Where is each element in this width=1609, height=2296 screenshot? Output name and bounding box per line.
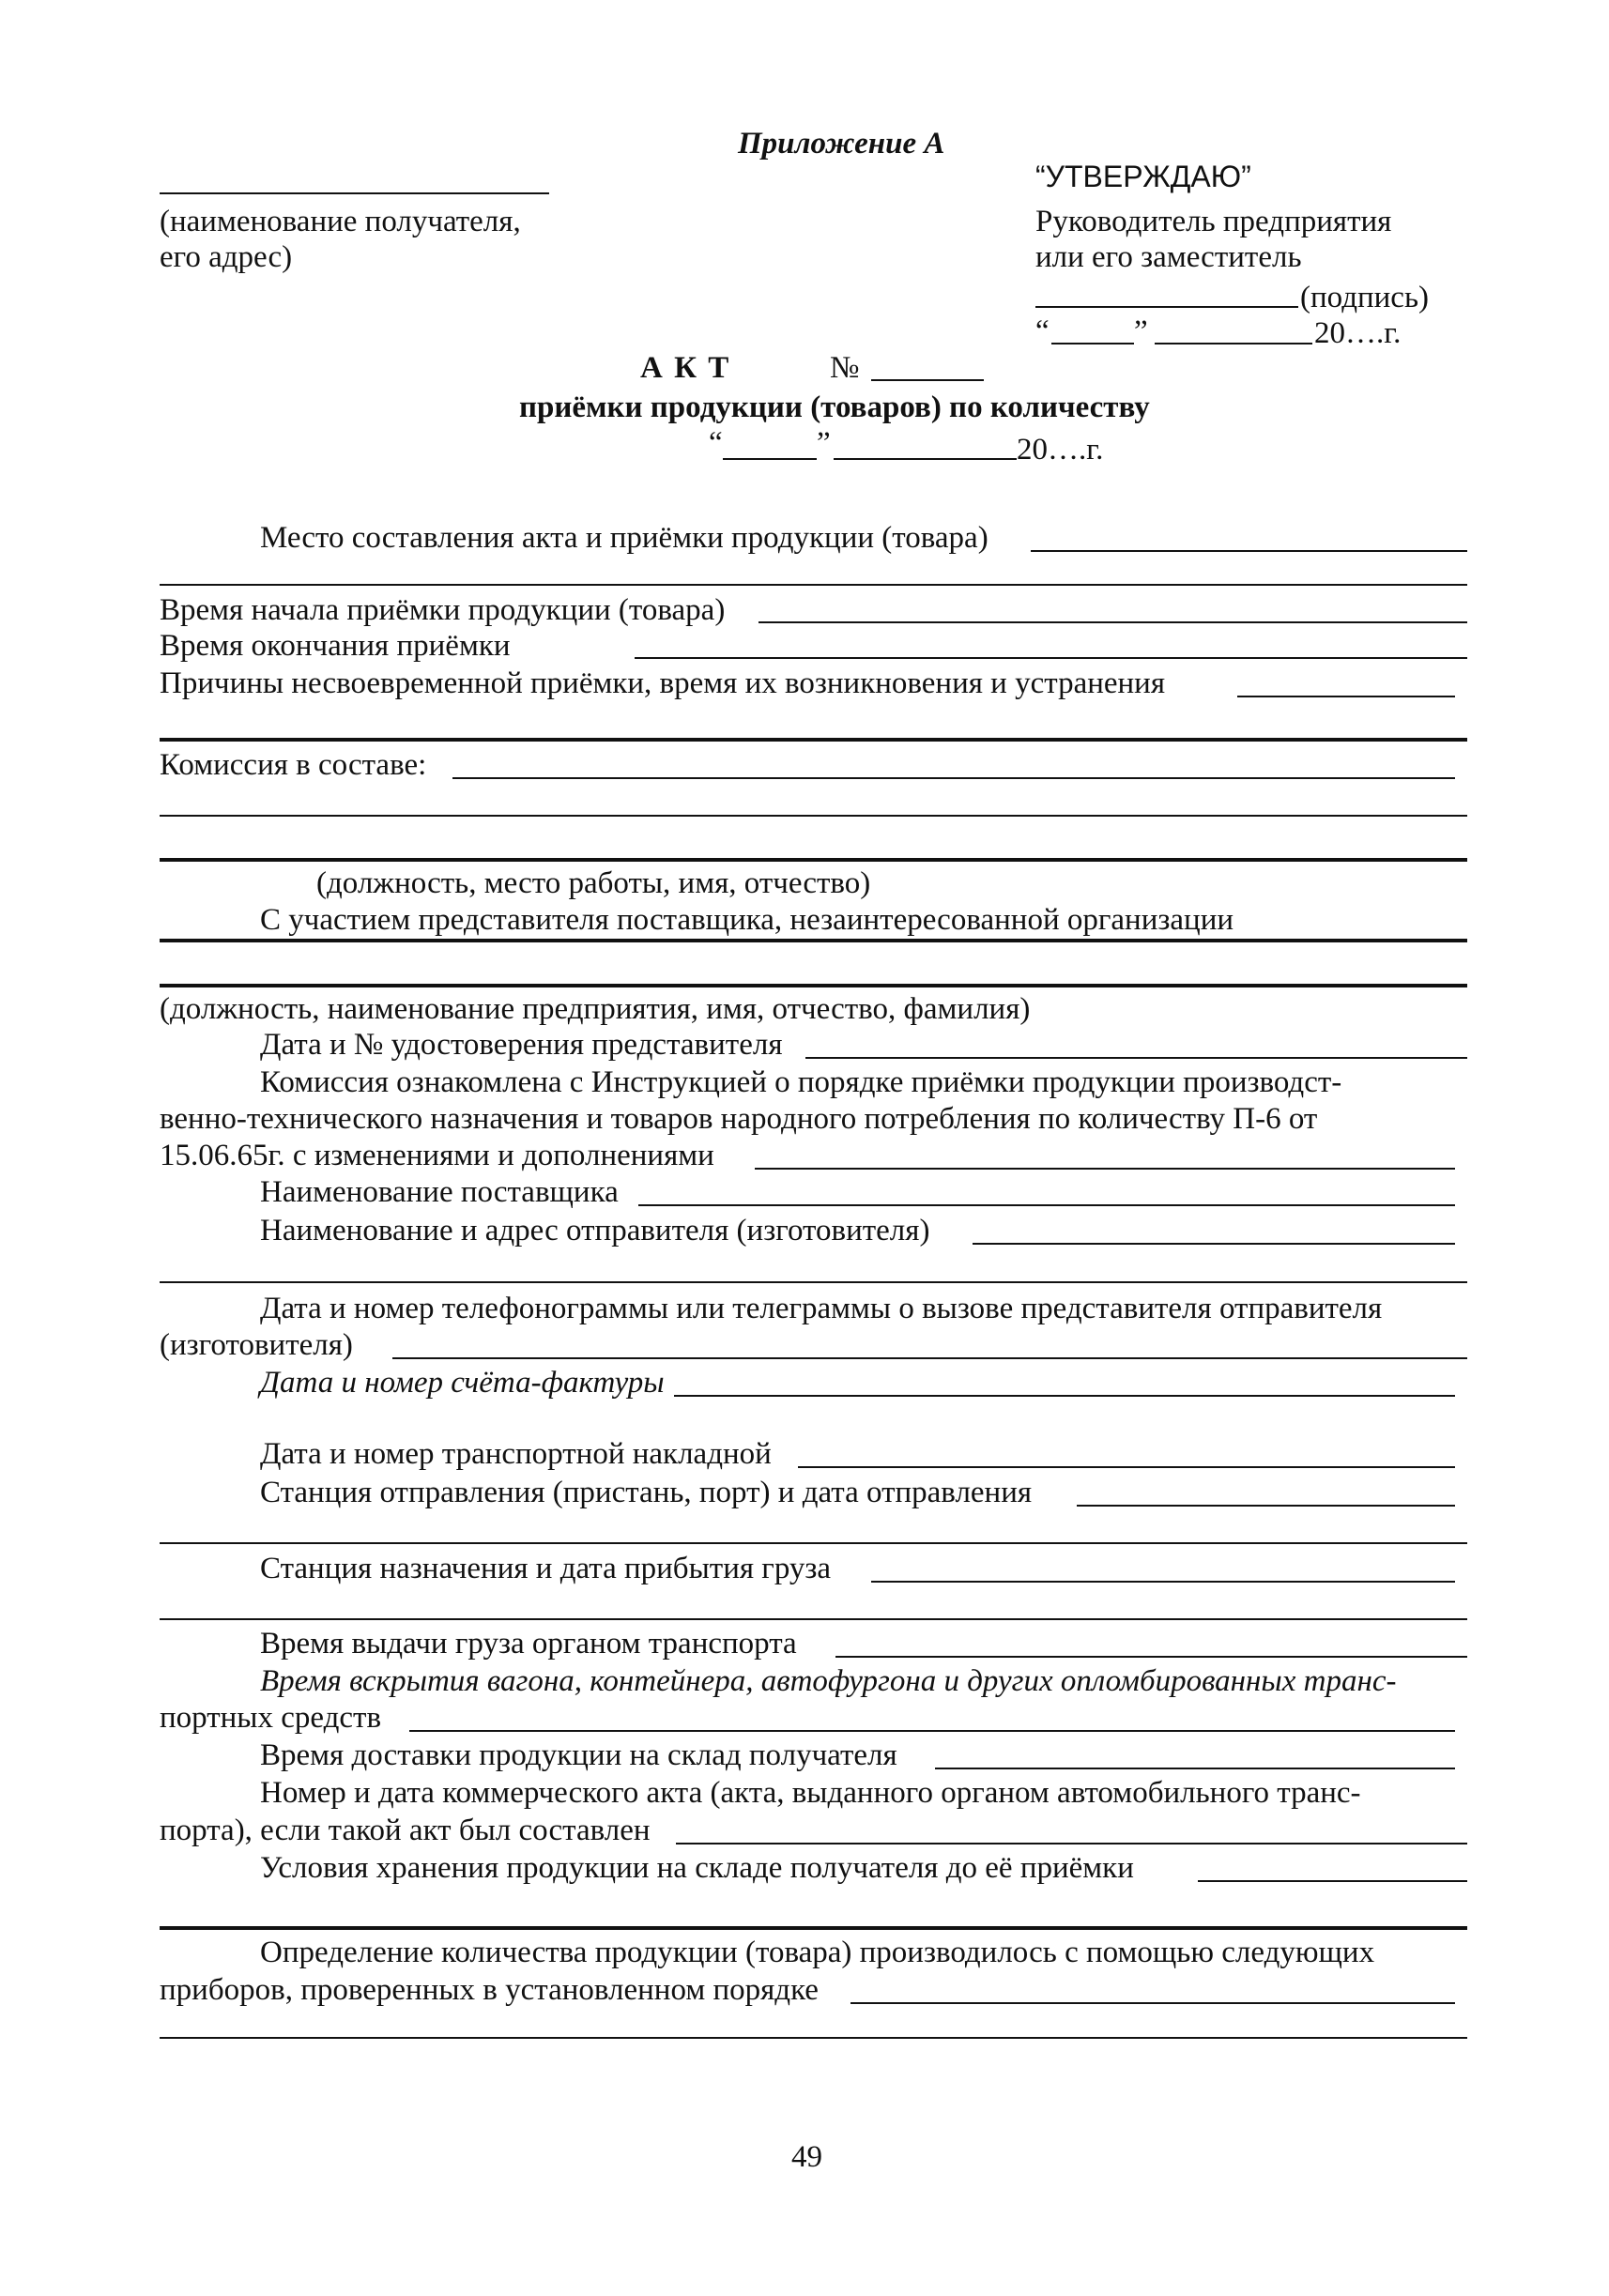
approval-date-year: 20….г. <box>1314 316 1402 350</box>
destination-station-label: Станция назначения и дата прибытия груза <box>260 1552 832 1585</box>
page-number: 49 <box>791 2140 822 2174</box>
destination-extra-line[interactable] <box>160 1618 1467 1620</box>
commission-extra-line-1[interactable] <box>160 815 1467 817</box>
recipient-caption-1: (наименование получателя, <box>160 205 521 238</box>
approval-date-open-quote: “ <box>1035 314 1050 348</box>
departure-station-fill-line[interactable] <box>1077 1505 1455 1507</box>
measurement-line-2: приборов, проверенных в установленном порядке <box>160 1973 819 2007</box>
commercial-act-line-1: Номер и дата коммерческого акта (акта, выданного органом автомобильного транс- <box>260 1776 1361 1810</box>
approval-heading: “УТВЕРЖДАЮ” <box>1035 160 1251 193</box>
approval-date-close-quote: ” <box>1134 314 1148 348</box>
commission-label: Комиссия в составе: <box>160 748 427 782</box>
departure-station-label: Станция отправления (пристань, порт) и дата отправления <box>260 1476 1033 1509</box>
section-separator-2 <box>160 1926 1467 1930</box>
supplier-name-label: Наименование поставщика <box>260 1175 619 1209</box>
instruction-fill-line[interactable] <box>755 1168 1455 1170</box>
delay-reasons-label: Причины несвоевременной приёмки, время их возникновения и устранения <box>160 666 1166 700</box>
commission-caption: (должность, место работы, имя, отчество) <box>316 866 871 900</box>
instruction-line-1: Комиссия ознакомлена с Инструкцией о порядке приёмки продукции производст- <box>260 1065 1342 1099</box>
opening-time-line-1: Время вскрытия вагона, контейнера, автофургона и других опломбированных транс- <box>260 1664 1397 1698</box>
sender-name-label: Наименование и адрес отправителя (изготовителя) <box>260 1214 930 1247</box>
measurement-fill-line[interactable] <box>850 2002 1455 2004</box>
rep-caption: (должность, наименование предприятия, имя, отчество, фамилия) <box>160 992 1031 1026</box>
rep-certificate-fill-line[interactable] <box>805 1057 1467 1059</box>
place-fill-line[interactable] <box>1031 550 1467 552</box>
act-date-open-quote: “ <box>709 426 723 460</box>
delivery-time-label: Время доставки продукции на склад получателя <box>260 1738 897 1772</box>
invoice-fill-line[interactable] <box>674 1395 1455 1397</box>
invoice-label: Дата и номер счёта-фактуры <box>260 1366 665 1400</box>
opening-time-fill-line[interactable] <box>409 1730 1455 1732</box>
departure-extra-line[interactable] <box>160 1542 1467 1544</box>
measurement-extra-line[interactable] <box>160 2037 1467 2039</box>
act-title: А К Т <box>640 351 731 385</box>
act-subtitle: приёмки продукции (товаров) по количеству <box>519 390 1150 424</box>
section-separator <box>160 738 1467 742</box>
supplier-rep-extra-line[interactable] <box>160 984 1467 987</box>
act-number-line[interactable] <box>871 379 984 381</box>
commercial-act-line-2: порта), если такой акт был составлен <box>160 1814 651 1847</box>
commission-fill-line[interactable] <box>452 777 1455 779</box>
phonogram-line-2: (изготовителя) <box>160 1328 353 1362</box>
supplier-name-fill-line[interactable] <box>638 1204 1455 1206</box>
approval-line-2: или его заместитель <box>1035 240 1302 274</box>
phonogram-fill-line[interactable] <box>392 1357 1467 1359</box>
approval-day-line[interactable] <box>1051 343 1134 344</box>
storage-conditions-label: Условия хранения продукции на складе получателя до её приёмки <box>260 1851 1134 1885</box>
commercial-act-fill-line[interactable] <box>676 1843 1467 1844</box>
storage-conditions-fill-line[interactable] <box>1198 1880 1467 1882</box>
instruction-line-2: венно-технического назначения и товаров народного потребления по количеству П-6 от <box>160 1102 1318 1136</box>
end-time-label: Время окончания приёмки <box>160 629 511 663</box>
commission-extra-line-2[interactable] <box>160 858 1467 862</box>
act-date-year: 20….г. <box>1017 433 1104 467</box>
recipient-caption-2: его адрес) <box>160 240 293 274</box>
opening-time-line-2: портных средств <box>160 1701 382 1735</box>
delivery-time-fill-line[interactable] <box>935 1768 1455 1769</box>
signature-fill-line[interactable] <box>1035 306 1298 308</box>
place-extra-line[interactable] <box>160 584 1467 586</box>
act-number-sign: № <box>830 351 860 385</box>
approval-line-1: Руководитель предприятия <box>1035 205 1392 238</box>
delay-reasons-fill-line[interactable] <box>1237 696 1455 697</box>
place-label: Место составления акта и приёмки продукции (товара) <box>260 521 988 555</box>
waybill-label: Дата и номер транспортной накладной <box>260 1437 772 1471</box>
appendix-label: Приложение А <box>738 127 945 161</box>
instruction-line-3: 15.06.65г. с изменениями и дополнениями <box>160 1139 714 1172</box>
sender-name-fill-line[interactable] <box>973 1243 1455 1245</box>
supplier-rep-label: С участием представителя поставщика, незаинтересованной организации <box>260 903 1234 937</box>
cargo-issue-time-fill-line[interactable] <box>835 1656 1467 1658</box>
approval-month-line[interactable] <box>1155 343 1312 344</box>
rep-certificate-label: Дата и № удостоверения представителя <box>260 1028 783 1062</box>
end-time-fill-line[interactable] <box>635 657 1467 659</box>
act-month-line[interactable] <box>834 458 1017 460</box>
sender-extra-line[interactable] <box>160 1281 1467 1283</box>
signature-caption: (подпись) <box>1300 281 1429 314</box>
act-day-line[interactable] <box>723 458 817 460</box>
supplier-rep-fill-line[interactable] <box>160 939 1467 942</box>
cargo-issue-time-label: Время выдачи груза органом транспорта <box>260 1627 797 1661</box>
phonogram-line-1: Дата и номер телефонограммы или телеграммы о вызове представителя отправителя <box>260 1292 1383 1325</box>
measurement-line-1: Определение количества продукции (товара) производилось с помощью следующих <box>260 1936 1375 1969</box>
start-time-fill-line[interactable] <box>759 621 1467 623</box>
waybill-fill-line[interactable] <box>798 1466 1455 1468</box>
start-time-label: Время начала приёмки продукции (товара) <box>160 593 726 627</box>
destination-station-fill-line[interactable] <box>871 1581 1455 1583</box>
recipient-fill-line[interactable] <box>160 192 549 194</box>
act-date-close-quote: ” <box>817 426 831 460</box>
